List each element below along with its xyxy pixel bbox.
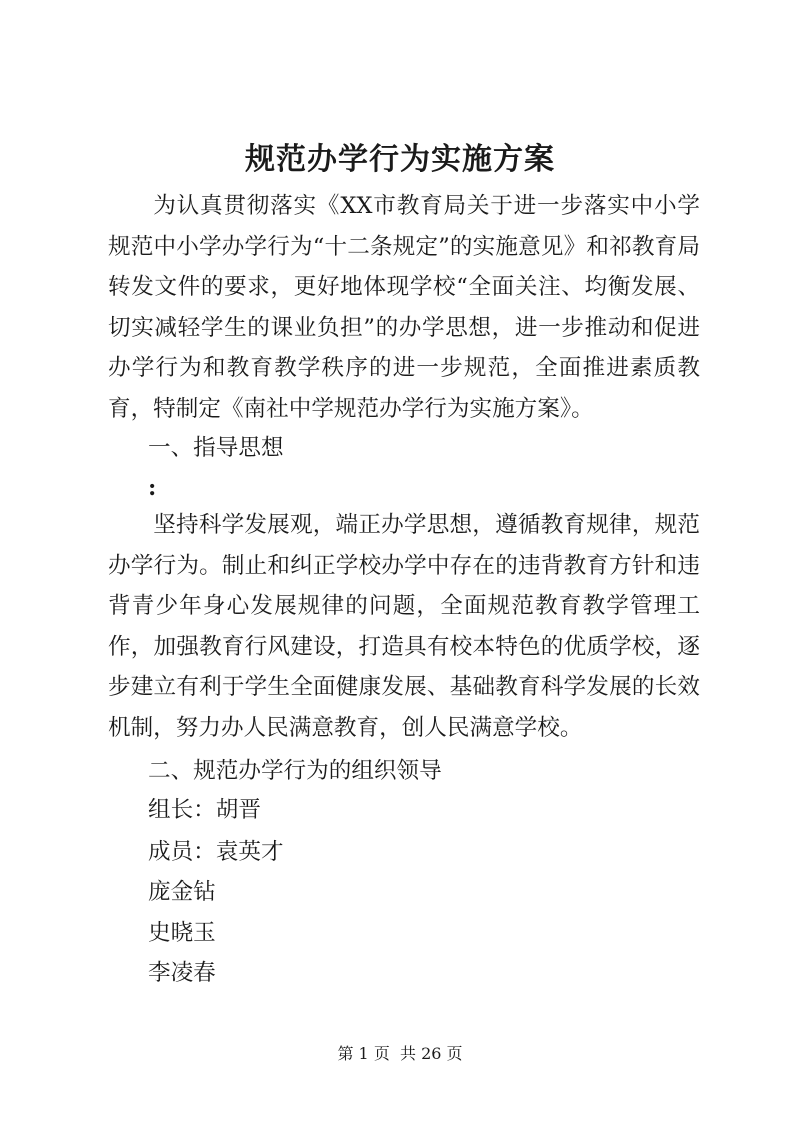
member-line: 成员：袁英才 <box>148 839 284 865</box>
section-colon: : <box>148 475 157 501</box>
member-line: 李凌春 <box>148 960 216 986</box>
section-heading-leadership: 二、规范办学行为的组织领导 <box>148 758 442 784</box>
section-heading-guiding-thought: 一、指导思想 <box>148 435 284 461</box>
guiding-thought-paragraph: 坚持科学发展观，端正办学思想，遵循教育规律，规范办学行为。制止和纠正学校办学中存在的违背教育方针和违背青少年身心发展规律的问题，全面规范教育教学管理工作，加强教育行风建设，打造具有校本特色的优质学校，逐步建立有利于学生全面健康发展、基础教育科学发展的长效机制，努力办人民满意教育，创人民满意学校。 <box>108 512 700 741</box>
intro-paragraph: 为认真贯彻落实《XX市教育局关于进一步落实中小学规范中小学办学行为“十二条规定”的实施意见》和祁教育局转发文件的要求，更好地体现学校“全面关注、均衡发展、切实减轻学生的课业负担”的办学思想，进一步推动和促进办学行为和教育教学秩序的进一步规范，全面推进素质教育，特制定《南社中学规范办学行为实施方案》。 <box>108 193 700 422</box>
document-title: 规范办学行为实施方案 <box>245 142 555 177</box>
member-line: 庞金钻 <box>148 879 216 905</box>
page-number-footer: 第 1 页 共 26 页 <box>337 1044 463 1063</box>
member-line: 组长：胡晋 <box>148 797 261 823</box>
member-line: 史晓玉 <box>148 920 216 946</box>
